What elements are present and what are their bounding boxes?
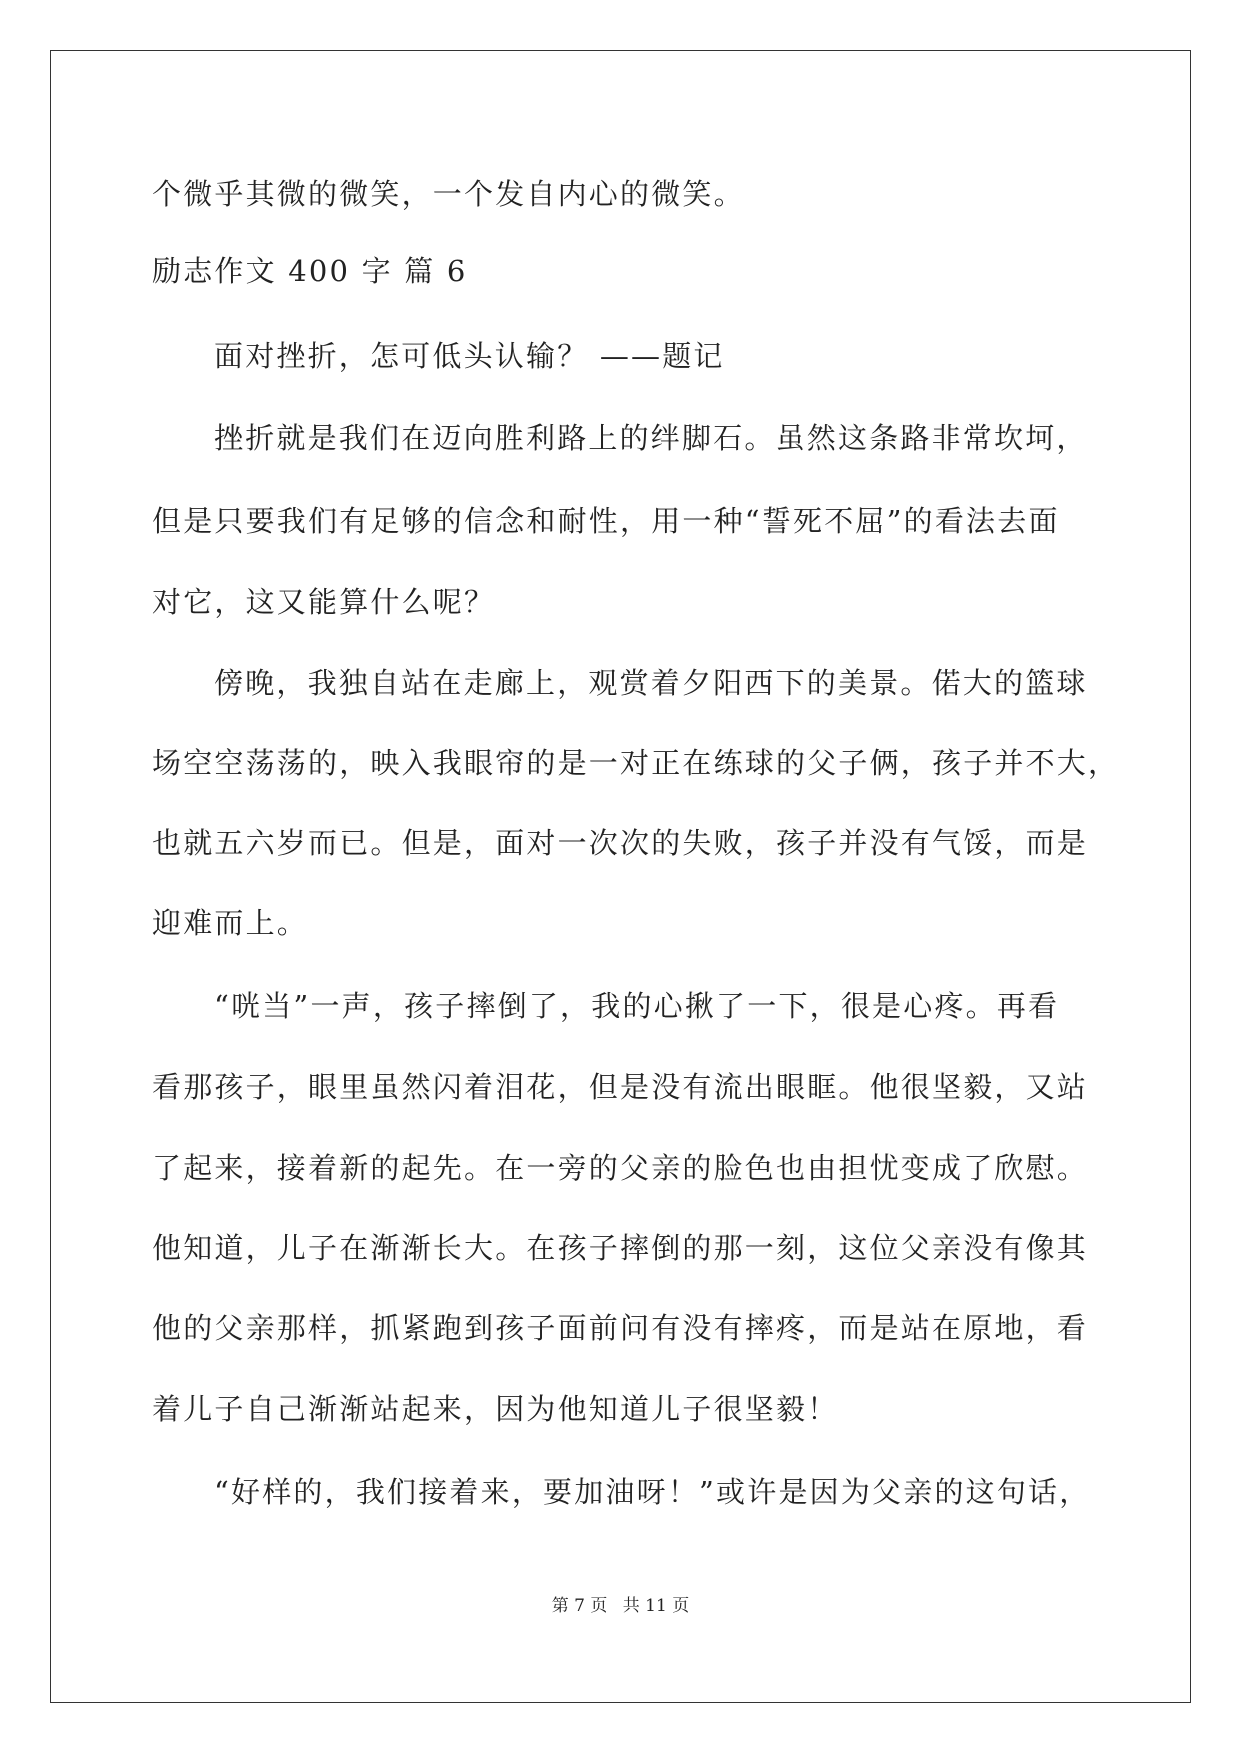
text-line-7: 傍晚，我独自站在走廊上，观赏着夕阳西下的美景。偌大的篮球 (214, 666, 1088, 700)
text-line-8: 场空空荡荡的，映入我眼帘的是一对正在练球的父子俩，孩子并不大， (152, 746, 1120, 780)
text-line-11: “咣当”一声，孩子摔倒了，我的心揪了一下，很是心疼。再看 (214, 989, 1060, 1023)
page-total: 共 11 页 (622, 1596, 690, 1616)
text-line-14: 他知道，儿子在渐渐长大。在孩子摔倒的那一刻，这位父亲没有像其 (152, 1231, 1089, 1265)
text-line-5: 但是只要我们有足够的信念和耐性，用一种“誓死不屈”的看法去面 (152, 504, 1060, 538)
text-line-10: 迎难而上。 (152, 906, 309, 940)
text-line-16: 着儿子自己渐渐站起来，因为他知道儿子很坚毅！ (152, 1392, 839, 1426)
epigraph: 面对挫折，怎可低头认输？ ——题记 (214, 339, 725, 373)
text-line-13: 了起来，接着新的起先。在一旁的父亲的脸色也由担忧变成了欣慰。 (152, 1151, 1089, 1185)
page-border (50, 50, 1191, 1703)
page-number: 第 7 页 (551, 1596, 608, 1616)
text-line-12: 看那孩子，眼里虽然闪着泪花，但是没有流出眼眶。他很坚毅，又站 (152, 1070, 1089, 1104)
text-line-9: 也就五六岁而已。但是，面对一次次的失败，孩子并没有气馁，而是 (152, 826, 1089, 860)
text-line-17: “好样的，我们接着来，要加油呀！”或许是因为父亲的这句话， (214, 1475, 1091, 1509)
text-line-15: 他的父亲那样，抓紧跑到孩子面前问有没有摔疼，而是站在原地，看 (152, 1311, 1089, 1345)
section-heading: 励志作文 400 字 篇 6 (152, 254, 468, 288)
text-line-6: 对它，这又能算什么呢？ (152, 585, 496, 619)
text-line-1: 个微乎其微的微笑，一个发自内心的微笑。 (152, 177, 745, 211)
text-line-4: 挫折就是我们在迈向胜利路上的绊脚石。虽然这条路非常坎坷， (214, 421, 1088, 455)
page-footer (0, 1595, 1241, 1617)
